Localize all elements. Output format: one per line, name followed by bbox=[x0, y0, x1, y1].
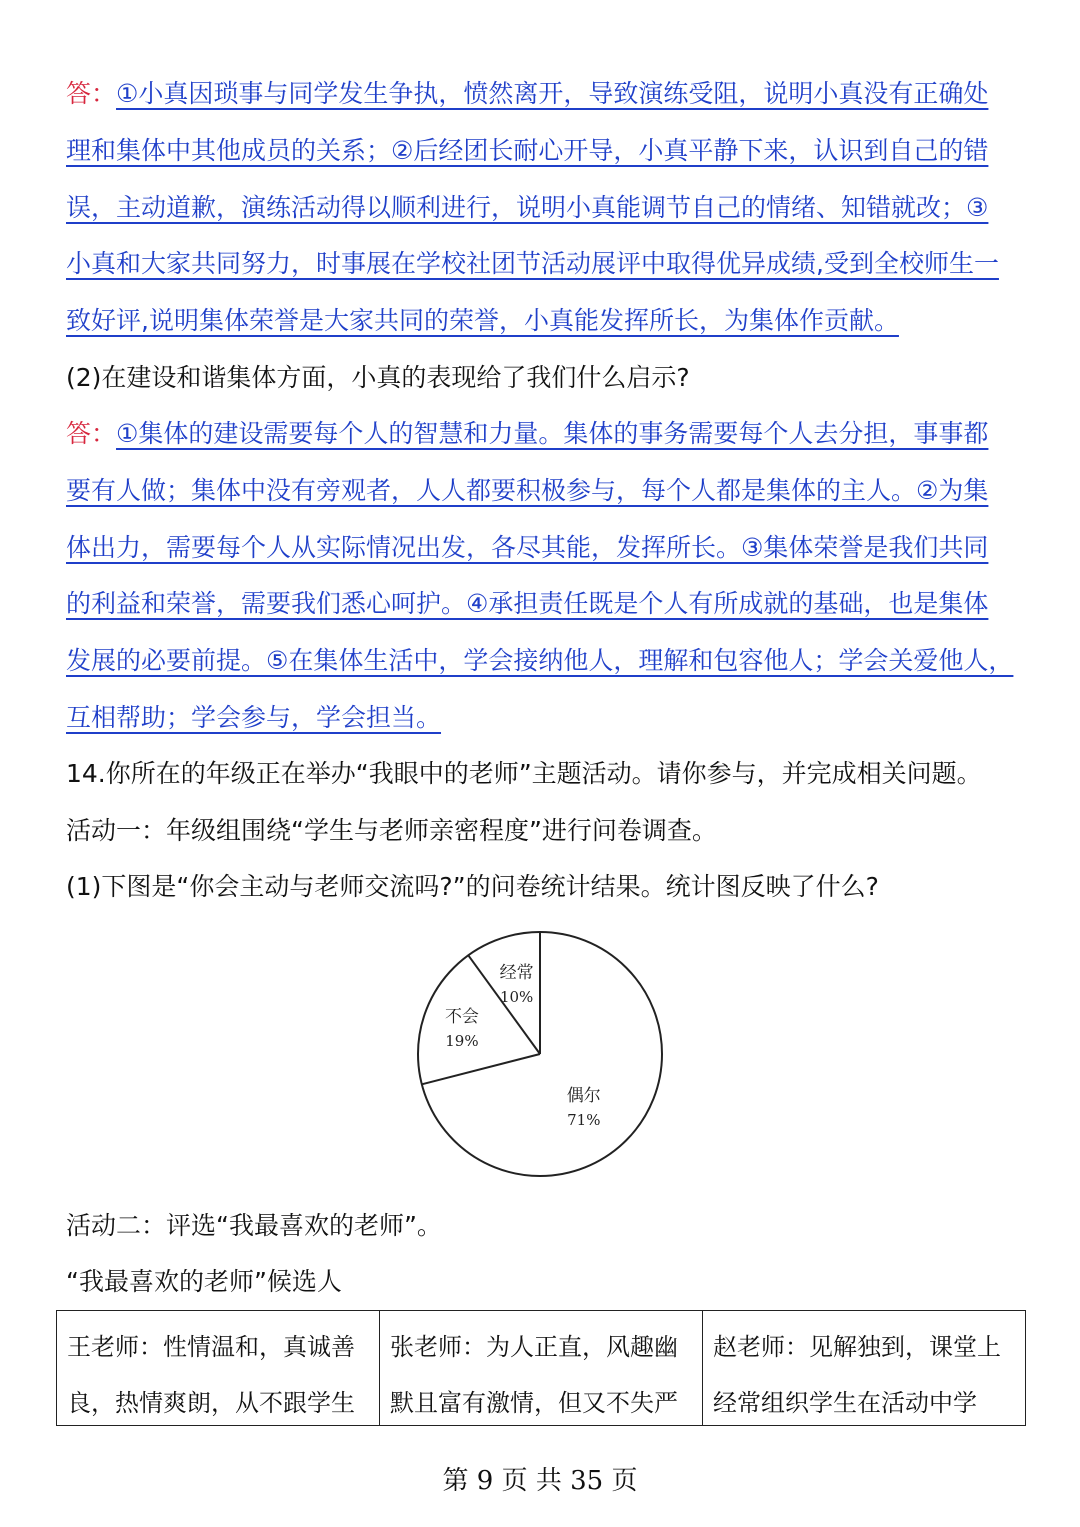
question-14-1: (1)下图是“你会主动与老师交流吗?”的问卷统计结果。统计图反映了什么? bbox=[66, 872, 879, 901]
pie-slice-value: 71% bbox=[567, 1110, 601, 1129]
answer2-line-1: 答：①集体的建设需要每个人的智慧和力量。集体的事务需要每个人去分担，事事都 bbox=[66, 419, 989, 448]
pie-slice-value: 19% bbox=[445, 1031, 479, 1050]
page-footer: 第 9 页 共 35 页 bbox=[442, 1466, 638, 1496]
answer2-line-2: 要有人做；集体中没有旁观者，人人都要积极参与，每个人都是集体的主人。②为集 bbox=[66, 476, 989, 505]
candidate-cell-zhao bbox=[703, 1311, 1025, 1425]
candidate-cell-zhang bbox=[380, 1311, 703, 1425]
candidate-text: 经常组织学生在活动中学 bbox=[713, 1389, 977, 1417]
pie-slice-label: 偶尔 bbox=[566, 1085, 601, 1106]
candidate-text: 赵老师：见解独到，课堂上 bbox=[713, 1333, 1001, 1361]
candidate-cell-wang bbox=[57, 1311, 380, 1425]
question-14: 14.你所在的年级正在举办“我眼中的老师”主题活动。请你参与，并完成相关问题。 bbox=[66, 759, 982, 788]
answer1-line-1: 答：①小真因琐事与同学发生争执，愤然离开，导致演练受阻，说明小真没有正确处 bbox=[66, 79, 989, 108]
answer1-line-2: 理和集体中其他成员的关系；②后经团长耐心开导，小真平静下来，认识到自己的错 bbox=[66, 136, 989, 165]
answer1-line-4: 小真和大家共同努力，时事展在学校社团节活动展评中取得优异成绩,受到全校师生一 bbox=[66, 249, 999, 278]
answer1-line-3: 误，主动道歉，演练活动得以顺利进行，说明小真能调节自己的情绪、知错就改；③ bbox=[66, 193, 989, 222]
pie-slice-label: 经常 bbox=[499, 963, 534, 984]
pie-chart bbox=[410, 928, 670, 1188]
question-2: (2)在建设和谐集体方面，小真的表现给了我们什么启示? bbox=[66, 363, 690, 392]
answer2-line-5: 发展的必要前提。⑤在集体生活中，学会接纳他人，理解和包容他人；学会关爱他人， bbox=[66, 646, 1014, 675]
answer1-line-5: 致好评,说明集体荣誉是大家共同的荣誉，小真能发挥所长，为集体作贡献。 bbox=[66, 306, 899, 335]
answer2-line-4: 的利益和荣誉，需要我们悉心呵护。④承担责任既是个人有所成就的基础，也是集体 bbox=[66, 589, 989, 618]
candidate-text: 默且富有激情，但又不失严 bbox=[390, 1389, 678, 1417]
candidate-text: 良，热情爽朗，从不跟学生 bbox=[67, 1389, 355, 1417]
table-caption: “我最喜欢的老师”候选人 bbox=[66, 1267, 342, 1296]
answer2-line-6: 互相帮助；学会参与，学会担当。 bbox=[66, 703, 442, 732]
candidate-text: 张老师：为人正直，风趣幽 bbox=[390, 1333, 678, 1361]
pie-slice-value: 10% bbox=[499, 988, 534, 1007]
activity-2: 活动二：评选“我最喜欢的老师”。 bbox=[66, 1211, 442, 1240]
candidate-text: 王老师：性情温和，真诚善 bbox=[67, 1333, 355, 1361]
answer-label: 答： bbox=[66, 79, 117, 108]
pie-slice-label: 不会 bbox=[444, 1006, 479, 1027]
answer-label: 答： bbox=[66, 419, 117, 448]
candidates-table bbox=[56, 1310, 1026, 1426]
answer2-line-3: 体出力，需要每个人从实际情况出发，各尽其能，发挥所长。③集体荣誉是我们共同 bbox=[66, 533, 989, 562]
activity-1: 活动一：年级组围绕“学生与老师亲密程度”进行问卷调查。 bbox=[66, 816, 717, 845]
